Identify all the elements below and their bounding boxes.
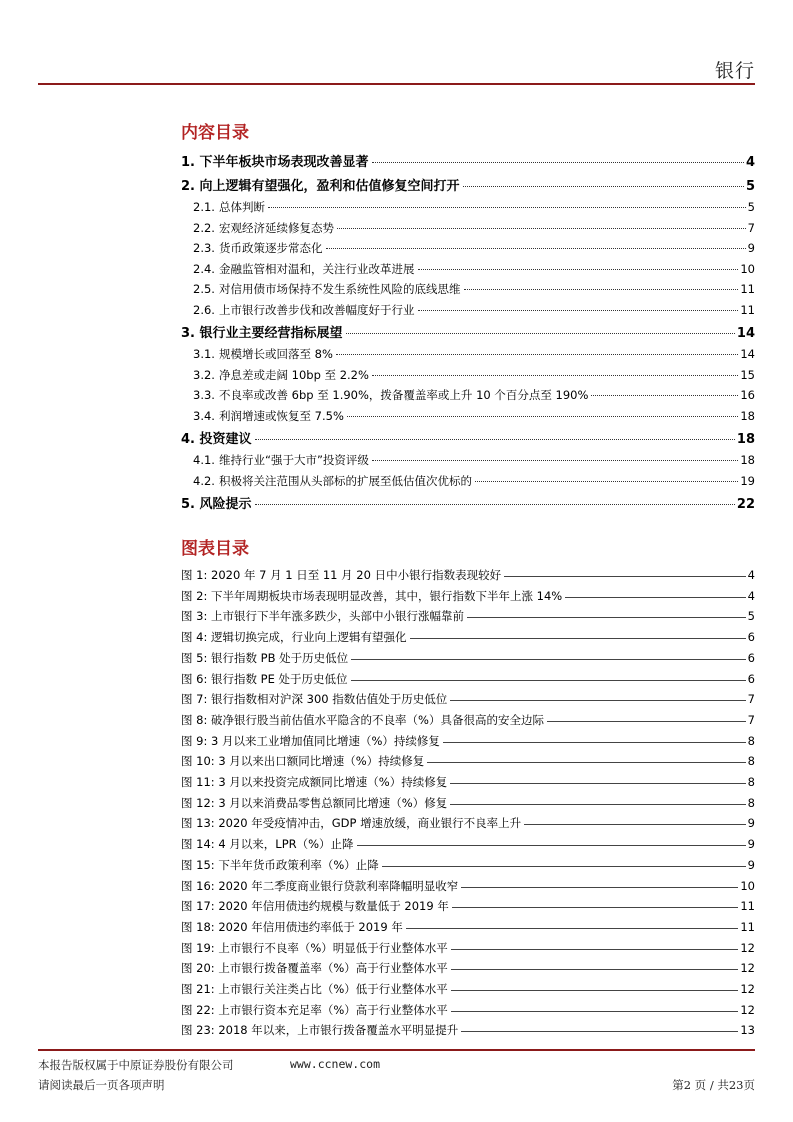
figure-leader-line [450,783,745,784]
toc-entry-text: 风险提示 [199,497,252,512]
toc-entry-text: 总体判断 [219,200,265,214]
toc-entry-number: 2.2. [193,220,215,235]
figure-entry-label [181,567,501,583]
figure-entry-text: 上市银行关注类占比（%）低于行业整体水平 [218,982,448,996]
toc-entry-page: 18 [740,453,755,467]
figure-entry[interactable] [181,857,755,873]
figure-entry-page: 10 [740,878,755,893]
toc-leader-dots [336,354,738,355]
toc-leader-dots [347,416,738,417]
figure-entry-text: 2020 年受疫情冲击，GDP 增速放缓，商业银行不良率上升 [218,816,522,831]
toc-entry-page: 11 [740,302,755,317]
toc-leader-dots [418,310,739,311]
figure-entry-page: 11 [740,899,755,914]
figure-entry-number: 图 19: [181,940,215,955]
figure-entry[interactable] [181,795,755,811]
footer-rule [38,1049,755,1051]
footer-page-info: 第2 页 / 共23页 [672,1078,755,1092]
toc-leader-dots [372,375,738,376]
toc-entry-label [181,493,252,512]
toc-leader-dots [372,460,738,461]
figure-entry[interactable] [181,836,755,852]
figure-entry-number: 图 9: [181,733,208,748]
figure-entry-text: 3 月以来消费品零售总额同比增速（%）修复 [218,795,448,810]
toc-entry-number: 3. [181,326,195,341]
figure-entry[interactable] [181,629,755,645]
toc-entry-label [193,199,265,215]
toc-entry-number: 2.5. [193,282,215,296]
figure-entry-label [181,753,424,769]
figure-entry-text: 4 月以来，LPR（%）止降 [218,837,354,852]
figure-leader-line [461,887,738,888]
figure-entry-page: 4 [747,588,755,603]
toc-leader-dots [337,228,746,229]
toc-entry-text: 货币政策逐步常态化 [219,241,323,255]
figure-leader-line [410,638,746,639]
toc-entry-label [193,408,344,424]
figure-entry-page: 4 [747,568,755,582]
toc-entry[interactable] [193,281,755,297]
toc-entry-text: 净息差或走阔 10bp 至 2.2% [219,367,369,382]
figure-entry-label [181,671,348,687]
footer-website[interactable]: www.ccnew.com [290,1057,381,1071]
figure-entry-label [181,608,464,624]
figure-entry-number: 图 10: [181,754,215,769]
figure-entry-page: 6 [747,671,755,686]
toc-entry-text: 规模增长或回落至 8% [219,347,333,361]
toc-entry-number: 3.4. [193,408,215,423]
figure-leader-line [443,742,746,743]
toc-entry-number: 2.3. [193,241,215,255]
toc-entry[interactable] [193,346,755,362]
figure-entry-text: 2020 年信用债违约规模与数量低于 2019 年 [218,899,449,914]
figure-entry-label [181,1002,448,1018]
toc-entry-page: 5 [747,200,755,214]
toc-entry-text: 积极将关注范围从头部标的扩展至低估值次优标的 [219,473,472,488]
toc-entry-text: 宏观经济延续修复态势 [219,220,334,235]
toc-entry-number: 3.1. [193,347,215,361]
figure-leader-line [427,762,745,763]
figure-entry-text: 3 月以来工业增加值同比增速（%）持续修复 [211,733,440,748]
toc-entry-label [193,367,369,383]
toc-entry-text: 银行业主要经营指标展望 [199,326,343,341]
figure-entry-page: 5 [747,609,755,624]
toc-entry-label [193,473,472,489]
toc-leader-dots [255,439,735,440]
figure-entry-page: 7 [747,692,755,707]
figure-entry[interactable] [181,753,755,769]
figure-entry-text: 2020 年 7 月 1 日至 11 月 20 日中小银行指数表现较好 [211,568,502,582]
figure-leader-line [452,907,739,908]
figure-entry-number: 图 21: [181,982,215,996]
toc-leader-dots [475,481,738,482]
figure-leader-line [351,659,746,660]
figure-leader-line [504,576,746,577]
toc-entry[interactable] [193,261,755,277]
figure-entry-label [181,629,407,645]
toc-entry-label [193,240,323,256]
figure-entry-number: 图 4: [181,630,208,645]
figure-entry-page: 12 [740,982,755,996]
figure-entry-label [181,795,447,811]
toc-leader-dots [463,186,744,187]
toc-entry-page: 22 [736,497,755,512]
figure-leader-line [524,824,746,825]
figure-entry[interactable] [181,981,755,997]
figure-entry-number: 图 3: [181,609,208,624]
figure-entry-page: 8 [747,754,755,769]
figure-entry-number: 图 15: [181,857,215,872]
figure-entry-page: 9 [747,816,755,831]
figure-entry-page: 9 [747,857,755,872]
toc-entry-number: 3.3. [193,388,215,402]
toc-entry-text: 不良率或改善 6bp 至 1.90%，拨备覆盖率或上升 10 个百分点至 190% [219,388,589,402]
toc-entry-number: 3.2. [193,367,215,382]
figure-entry-text: 逻辑切换完成，行业向上逻辑有望强化 [211,630,407,645]
toc-leader-dots [255,504,735,505]
figure-entry-label [181,733,440,749]
toc-entry-label [193,346,333,362]
toc-entry-number: 2.6. [193,302,215,317]
figure-entry-label [181,691,447,707]
figure-entry-label [181,836,354,852]
toc-entry-number: 2.4. [193,261,215,276]
figure-leader-line [565,597,745,598]
toc-leader-dots [268,207,746,208]
figure-entry-label [181,940,448,956]
figure-entry[interactable] [181,774,755,790]
toc-entry-text: 上市银行改善步伐和改善幅度好于行业 [219,302,415,317]
toc-entry-page: 16 [740,388,755,402]
figure-entry-text: 银行指数 PE 处于历史低位 [211,671,348,686]
toc-entry-text: 金融监管相对温和，关注行业改革进展 [219,261,415,276]
figure-entry-number: 图 11: [181,775,215,789]
figure-entry-text: 破净银行股当前估值水平隐含的不良率（%）具备很高的安全边际 [211,712,544,727]
toc-entry-page: 15 [740,367,755,382]
toc-leader-dots [464,289,739,290]
toc-entry-page: 19 [740,473,755,488]
figure-leader-line [357,845,746,846]
figure-entry-label [181,712,544,728]
figure-entry-text: 2020 年二季度商业银行贷款利率降幅明显收窄 [218,878,459,893]
figure-list-title: 图表目录 [181,539,249,559]
figure-entry[interactable] [181,940,755,956]
footer-copyright: 本报告版权属于中原证券股份有限公司 [38,1058,234,1072]
figure-entry[interactable] [181,898,755,914]
figure-entry-page: 8 [747,733,755,748]
figure-entry-number: 图 6: [181,671,208,686]
toc-entry-page: 7 [747,220,755,235]
figure-entry-text: 3 月以来投资完成额同比增速（%）持续修复 [218,775,448,789]
figure-entry-text: 下半年周期板块市场表现明显改善，其中，银行指数下半年上涨 14% [211,588,563,603]
toc-entry-number: 4.1. [193,453,215,467]
figure-entry[interactable] [181,588,755,604]
toc-entry-page: 4 [745,155,755,170]
figure-entry-page: 7 [747,712,755,727]
header-rule [38,83,755,85]
toc-entry[interactable] [193,240,755,256]
figure-entry-label [181,919,403,935]
toc-entry-text: 向上逻辑有望强化，盈利和估值修复空间打开 [199,179,460,194]
toc-entry[interactable] [193,387,755,403]
figure-leader-line [547,721,746,722]
toc-entry-number: 2. [181,179,195,194]
figure-entry-page: 12 [740,1002,755,1017]
figure-entry-label [181,960,448,976]
toc-entry-label [193,302,415,318]
footer-disclaimer: 请阅读最后一页各项声明 [38,1078,165,1092]
toc-entry-page: 14 [736,326,755,341]
toc-entry-page: 11 [740,282,755,296]
figure-entry-number: 图 1: [181,568,208,582]
toc-title: 内容目录 [181,123,249,143]
figure-leader-line [450,700,745,701]
toc-entry-page: 18 [740,408,755,423]
toc-entry-page: 5 [745,179,755,194]
figure-entry[interactable] [181,1022,755,1038]
figure-entry-text: 下半年货币政策利率（%）止降 [218,857,379,872]
figure-entry-text: 上市银行下半年涨多跌少，头部中小银行涨幅靠前 [211,609,465,624]
figure-entry[interactable] [181,567,755,583]
figure-entry-number: 图 12: [181,795,215,810]
figure-entry-number: 图 2: [181,588,208,603]
toc-entry[interactable] [193,452,755,468]
figure-entry[interactable] [181,1002,755,1018]
figure-entry-label [181,588,562,604]
figure-entry-page: 6 [747,650,755,665]
figure-entry-label [181,774,447,790]
figure-leader-line [451,990,739,991]
toc-entry-page: 18 [736,432,755,447]
figure-entry-number: 图 8: [181,712,208,727]
toc-entry[interactable] [181,428,755,447]
figure-entry-page: 12 [740,961,755,976]
figure-entry-number: 图 22: [181,1002,215,1017]
figure-entry-number: 图 17: [181,899,215,914]
toc-entry-text: 对信用债市场保持不发生系统性风险的底线思维 [219,282,461,296]
figure-entry-page: 8 [747,795,755,810]
figure-entry-text: 银行指数相对沪深 300 指数估值处于历史低位 [211,692,448,707]
figure-entry-page: 6 [747,630,755,645]
figure-entry-label [181,878,458,894]
figure-entry-text: 上市银行资本充足率（%）高于行业整体水平 [218,1002,448,1017]
figure-entry-text: 上市银行不良率（%）明显低于行业整体水平 [218,940,448,955]
figure-entry[interactable] [181,733,755,749]
toc-entry-label [181,322,343,341]
toc-entry[interactable] [181,151,755,170]
toc-entry-label [193,261,415,277]
toc-entry[interactable] [193,302,755,318]
figure-entry-page: 11 [740,919,755,934]
figure-entry[interactable] [181,712,755,728]
figure-leader-line [406,928,739,929]
figure-entry-label [181,981,448,997]
figure-entry-text: 3 月以来出口额同比增速（%）持续修复 [218,754,425,769]
toc-entry-page: 10 [740,261,755,276]
figure-entry-number: 图 13: [181,816,215,831]
figure-entry-label [181,1022,458,1038]
toc-entry-label [193,220,334,236]
toc-entry[interactable] [193,220,755,236]
toc-leader-dots [372,162,744,163]
figure-entry-text: 2020 年信用债违约率低于 2019 年 [218,919,403,934]
toc-entry-number: 2.1. [193,200,215,214]
toc-entry-page: 9 [747,241,755,255]
figure-entry[interactable] [181,919,755,935]
figure-entry-label [181,815,521,831]
figure-entry[interactable] [181,691,755,707]
figure-entry-number: 图 7: [181,692,208,707]
figure-entry[interactable] [181,608,755,624]
figure-leader-line [461,1031,738,1032]
figure-leader-line [451,949,739,950]
figure-entry-page: 9 [747,837,755,852]
toc-entry[interactable] [193,473,755,489]
toc-entry[interactable] [181,322,755,341]
figure-entry-label [181,857,379,873]
figure-leader-line [450,804,745,805]
figure-leader-line [451,969,739,970]
toc-entry-text: 维持行业“强于大市”投资评级 [219,453,369,467]
toc-entry-label [193,452,369,468]
figure-entry-number: 图 5: [181,650,208,665]
figure-entry[interactable] [181,878,755,894]
figure-leader-line [467,617,746,618]
toc-entry-label [181,151,369,170]
figure-entry-number: 图 16: [181,878,215,893]
figure-entry-number: 图 23: [181,1023,215,1038]
toc-entry-number: 4.2. [193,473,215,488]
toc-entry-text: 下半年板块市场表现改善显著 [199,155,369,170]
figure-entry[interactable] [181,671,755,687]
toc-entry[interactable] [181,175,755,194]
toc-leader-dots [346,333,735,334]
figure-entry-label [181,898,449,914]
header-section-label: 银行 [714,60,755,82]
toc-entry-label [181,175,460,194]
figure-leader-line [451,1011,739,1012]
toc-entry-number: 4. [181,432,195,447]
toc-leader-dots [326,248,746,249]
figure-entry[interactable] [181,650,755,666]
toc-entry-label [193,387,588,403]
figure-entry-page: 8 [747,775,755,789]
toc-leader-dots [418,269,739,270]
toc-entry[interactable] [193,408,755,424]
toc-leader-dots [591,395,738,396]
figure-entry-number: 图 20: [181,961,215,976]
figure-entry-text: 上市银行拨备覆盖率（%）高于行业整体水平 [218,961,448,976]
toc-entry[interactable] [193,199,755,215]
toc-entry-text: 投资建议 [199,432,252,447]
toc-entry-label [181,428,252,447]
figure-leader-line [351,680,746,681]
figure-entry-page: 13 [740,1023,755,1038]
toc-entry-page: 14 [740,347,755,361]
figure-entry-text: 2018 年以来，上市银行拨备覆盖水平明显提升 [218,1023,459,1038]
toc-entry[interactable] [181,493,755,512]
figure-entry-label [181,650,348,666]
toc-entry-label [193,281,461,297]
figure-entry-number: 图 18: [181,919,215,934]
figure-leader-line [382,866,746,867]
figure-entry[interactable] [181,815,755,831]
toc-entry[interactable] [193,367,755,383]
figure-entry-text: 银行指数 PB 处于历史低位 [211,650,349,665]
toc-entry-number: 5. [181,497,195,512]
toc-entry-text: 利润增速或恢复至 7.5% [219,408,344,423]
toc-entry-number: 1. [181,155,195,170]
figure-entry[interactable] [181,960,755,976]
figure-entry-number: 图 14: [181,837,215,852]
figure-entry-page: 12 [740,940,755,955]
